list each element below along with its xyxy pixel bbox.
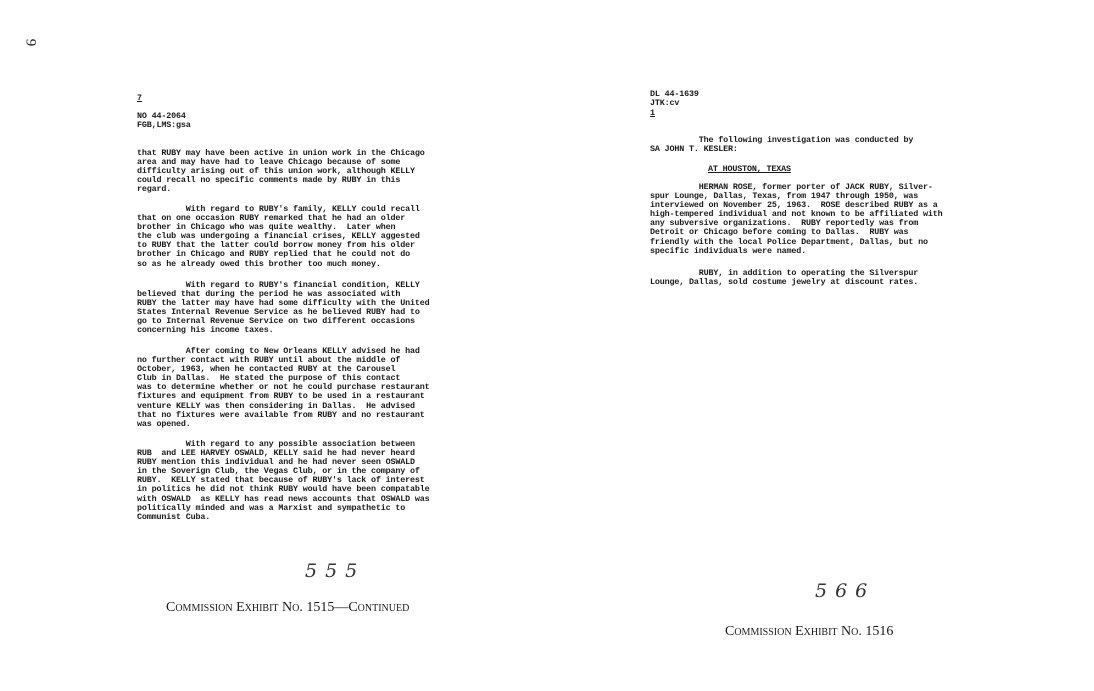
page-marker: 9: [22, 38, 39, 47]
right-file-number: DL 44-1639: [650, 89, 699, 99]
left-paragraph-4: After coming to New Orleans KELLY advised he had no further contact with RUBY until about the middle of October, 1963, when he contacted RUBY at the Carousel Club in Dallas. He stated the purpose of this contact was to determine whether or not he could purchase restaurant fixtures and equipment from RUBY to be used in a restaurant venture KELLY was then considering in Dallas. He advised that no fixtures were available from RUBY and no restaurant was opened.: [137, 346, 430, 429]
right-page-number: 1: [650, 108, 655, 118]
right-handwritten-page-number: 566: [815, 580, 876, 602]
left-exhibit-caption: Commission Exhibit No. 1515—Continued: [166, 600, 410, 615]
left-paragraph-5: With regard to any possible association between RUB and LEE HARVEY OSWALD, KELLY said he had never heard RUBY mention this individual and he had never seen OSWALD in the Soverign Club, the Vegas Club, or in the company of RUBY. KELLY stated that because of RUBY's lack of interest in politics he did not think RUBY would have been compatable with OSWALD as KELLY has read news accounts that OSWALD was politically minded and was a Marxist and sympathetic to Communist Cuba.: [137, 439, 430, 522]
left-initials: FGB,LMS:gsa: [137, 120, 191, 130]
right-page: [547, 0, 1094, 691]
left-paragraph-3: With regard to RUBY's financial condition, KELLY believed that during the period he was associated with RUBY the latter may have had some difficulty with the United States Internal Revenue Service as he believed RUBY had to go to Internal Revenue Service on two different occasions concerning his income taxes.: [137, 280, 430, 336]
right-intro: The following investigation was conducted by SA JOHN T. KESLER:: [650, 135, 914, 155]
right-paragraph-1: HERMAN ROSE, former porter of JACK RUBY, Silver- spur Lounge, Dallas, Texas, from 1947 through 1950, was interviewed on November 25, 1963. ROSE described RUBY as a high-tempered individual and not known to be affiliated with any subversive organizations. RUBY reportedly was from Detroit or Chicago before coming to Dallas. RUBY was friendly with the local Police Department, Dallas, but no specific individuals were named.: [650, 182, 943, 256]
location-heading: AT HOUSTON, TEXAS: [708, 164, 791, 174]
right-paragraph-2: RUBY, in addition to operating the Silverspur Lounge, Dallas, sold costume jewelry at discount rates.: [650, 268, 919, 288]
right-initials: JTK:cv: [650, 98, 680, 108]
left-page-number: 7: [137, 93, 142, 103]
left-paragraph-1: that RUBY may have been active in union work in the Chicago area and may have had to leave Chicago because of some difficulty arising out of this union work, although KELLY could recall no specific comments made by RUBY in this regard.: [137, 148, 425, 195]
left-paragraph-2: With regard to RUBY's family, KELLY could recall that on one occasion RUBY remarked that he had an older brother in Chicago who was quite wealthy. Later when the club was undergoing a financial crises, KELLY aggested to RUBY that the latter could borrow money from his older brother in Chicago and RUBY replied that he could not do so as he already owed this brother too much money.: [137, 204, 420, 269]
right-exhibit-caption: Commission Exhibit No. 1516: [725, 624, 894, 639]
left-handwritten-page-number: 555: [305, 560, 366, 582]
left-file-number: NO 44-2064: [137, 111, 186, 121]
